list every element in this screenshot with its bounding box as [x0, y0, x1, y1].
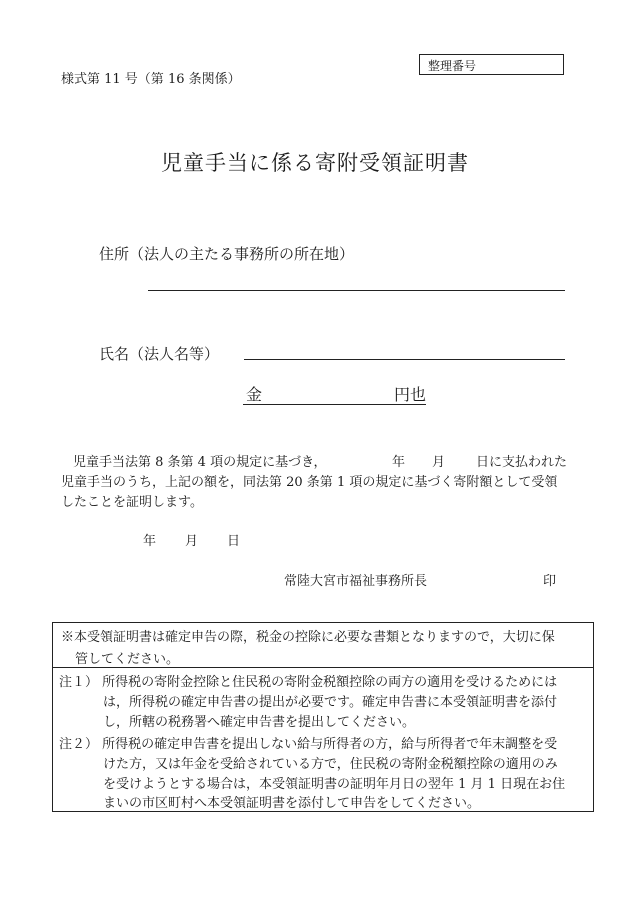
- statement-line-2: 児童手当のうち，上記の額を，同法第 20 条第 1 項の規定に基づく寄附額として受領: [61, 475, 558, 490]
- issue-date-month: 月: [185, 534, 199, 549]
- note-2-line-2: けた方，又は年金を受給されている方で，住民税の寄附金税額控除の適用のみ: [103, 757, 558, 772]
- statement-year: 年: [392, 455, 406, 470]
- reference-number-label: 整理番号: [428, 59, 477, 73]
- note-1-line-1: 注１） 所得税の寄附金控除と住民税の寄附金税額控除の両方の適用を受けるためには: [59, 675, 558, 690]
- statement-line-1: 児童手当法第 8 条第 4 項の規定に基づき，: [73, 455, 327, 470]
- note-2-line-1: 注２） 所得税の確定申告書を提出しない給与所得者の方，給与所得者で年末調整を受: [59, 737, 558, 752]
- address-label: 住所（法人の主たる事務所の所在地）: [99, 245, 355, 263]
- address-line: [148, 290, 565, 291]
- form-number: 様式第 11 号（第 16 条関係）: [61, 72, 241, 87]
- document-title: 児童手当に係る寄附受領証明書: [161, 151, 469, 175]
- statement-month: 月: [432, 455, 446, 470]
- seal-mark: 印: [543, 574, 557, 589]
- amount-prefix: 金: [246, 385, 263, 404]
- name-label: 氏名（法人名等）: [99, 345, 220, 363]
- issuer-office: 常陸大宮市福祉事務所長: [284, 574, 428, 589]
- note-2-line-4: まいの市区町村へ本受領証明書を添付して申告をしてください。: [103, 796, 481, 811]
- note-2-line-3: を受けようとする場合は，本受領証明書の証明年月日の翌年 1 月 1 日現在お住: [103, 777, 566, 792]
- amount-suffix: 円也: [393, 385, 426, 404]
- issue-date-day: 日: [227, 534, 241, 549]
- issue-date-year: 年: [143, 534, 157, 549]
- note-1-line-3: し，所轄の税務署へ確定申告書を提出してください。: [103, 715, 416, 730]
- statement-line-3: したことを証明します。: [61, 495, 203, 510]
- notes-divider: [53, 667, 593, 668]
- statement-day-suffix: 日に支払われた: [476, 455, 568, 470]
- notes-main-line-1: ※本受領証明書は確定申告の際，税金の控除に必要な書類となりますので，大切に保: [61, 630, 555, 645]
- name-line: [244, 359, 565, 360]
- notes-main-line-2: 管してください。: [75, 652, 180, 667]
- reference-number-box: [419, 54, 564, 75]
- amount-field: [243, 380, 426, 405]
- note-1-line-2: は，所得税の確定申告書の提出が必要です。確定申告書に本受領証明書を添付: [103, 695, 557, 710]
